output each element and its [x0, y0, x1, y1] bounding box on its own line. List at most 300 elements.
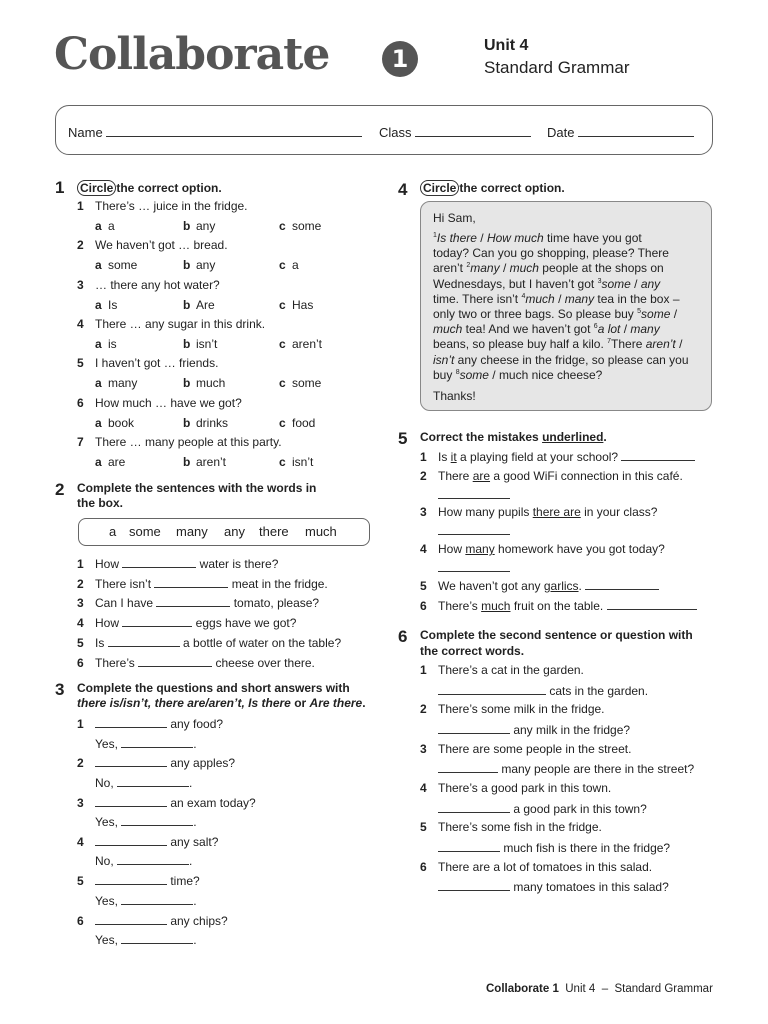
question-text: any salt? [167, 834, 219, 849]
item-number: 3 [420, 741, 427, 756]
transform-item [420, 702, 605, 716]
option-choice[interactable]: How much [486, 231, 544, 245]
option-choice[interactable]: many [630, 322, 660, 337]
answer-option[interactable] [183, 337, 217, 351]
class-label: Class [379, 125, 412, 140]
short-answer [95, 893, 197, 908]
correction-item [420, 598, 697, 613]
sentence-end: meat in the fridge. [228, 576, 328, 591]
note-line [433, 322, 660, 336]
sentence-end: eggs have we got? [192, 616, 297, 631]
note-text: beans, so please buy half a kilo. [433, 337, 608, 352]
note-line [433, 246, 669, 260]
item-number: 3 [77, 277, 84, 292]
question-item [77, 913, 228, 928]
question-item [77, 317, 265, 331]
answer-option[interactable] [95, 416, 134, 430]
item-number: 2 [77, 576, 84, 591]
gap-number: 4 [521, 292, 526, 300]
option-choice[interactable]: Is there [436, 231, 477, 245]
option-letter: c [279, 376, 286, 391]
answer-end: . [193, 736, 197, 751]
item-number: 6 [77, 395, 84, 410]
section-6-instruction-line2: the correct words. [420, 644, 525, 658]
answer-blank[interactable] [438, 722, 510, 734]
note-text: tea! And we haven’t got [462, 322, 594, 337]
option-text: aren’t [196, 454, 227, 469]
student-info-box [55, 105, 713, 155]
section-5-instruction: Correct the mistakes underlined. [420, 430, 607, 444]
note-text: / much nice cheese? [488, 367, 603, 382]
option-text: isn’t [292, 454, 314, 469]
gap-number: 6 [593, 323, 598, 331]
answer-option[interactable] [279, 455, 313, 469]
option-choice[interactable]: much [509, 261, 539, 276]
question-item [77, 716, 223, 731]
answer-blank[interactable] [95, 834, 167, 846]
option-letter: c [279, 297, 286, 312]
question-text: There … many people at this party. [95, 434, 282, 449]
date-field[interactable] [547, 124, 694, 140]
answer-blank[interactable] [438, 683, 546, 695]
note-text: / [670, 307, 678, 321]
note-line [433, 261, 664, 275]
option-choice[interactable]: a lot [597, 322, 621, 337]
option-text: some [108, 258, 138, 273]
item-number: 1 [420, 450, 427, 464]
date-label: Date [547, 125, 575, 140]
question-text: … there any hot water? [95, 277, 220, 292]
answer-blank[interactable] [138, 655, 212, 667]
transform-item [420, 820, 602, 834]
rewrite-line [438, 683, 648, 698]
option-text: a [108, 219, 115, 233]
answer-end: . [193, 933, 197, 947]
sentence-start: Can I have [95, 596, 157, 611]
item-number: 6 [420, 859, 427, 874]
note-text: buy [433, 367, 456, 382]
option-choice[interactable]: any [640, 276, 661, 291]
option-choice[interactable]: aren’t [645, 337, 676, 352]
word-box-item: a [109, 524, 117, 539]
note-text: Wednesdays, but I haven’t got [433, 276, 598, 291]
transform-item [420, 860, 652, 874]
answer-end: . [193, 893, 197, 908]
sentence-end: a bottle of water on the table? [179, 635, 342, 650]
answer-start: Yes, [95, 893, 122, 908]
sentence-item [77, 576, 328, 591]
name-label: Name [68, 125, 103, 140]
answer-start: No, [95, 775, 118, 790]
rewrite-line [438, 879, 669, 894]
rewrite-text: many tomatoes in this salad? [510, 880, 669, 895]
option-letter: b [183, 415, 191, 430]
sentence-start: How [95, 616, 123, 631]
answer-blank[interactable] [438, 801, 510, 813]
underlined-mistake: garlics [543, 579, 579, 593]
question-item [77, 278, 220, 292]
item-number: 4 [77, 834, 84, 849]
answer-blank[interactable] [95, 873, 167, 885]
collaborate-logo: Collaborate [54, 29, 330, 80]
correction-item [420, 542, 665, 556]
section-6-instruction-line1: Complete the second sentence or question with [420, 628, 693, 642]
answer-blank[interactable] [95, 716, 167, 728]
note-to-sam [420, 201, 712, 411]
item-number: 1 [420, 663, 427, 677]
option-letter: c [279, 454, 286, 469]
item-number: 3 [77, 795, 84, 810]
short-answer [95, 853, 192, 868]
question-item [77, 238, 228, 252]
note-text: tea in the box – [594, 291, 680, 306]
answer-blank[interactable] [95, 913, 167, 925]
correction-line [438, 523, 510, 538]
question-text: time? [167, 874, 200, 889]
option-text: Has [292, 297, 314, 312]
question-item [77, 795, 256, 810]
section-3-instruction-line2: there is/isn’t, there are/aren’t, Is there or Are there. [77, 696, 366, 710]
correction-line [438, 560, 510, 575]
sentence-start: We haven’t got any [438, 579, 544, 593]
item-number: 3 [420, 505, 427, 519]
option-letter: b [183, 376, 191, 391]
word-box-item: many [176, 524, 208, 539]
answer-blank[interactable] [438, 560, 510, 572]
correction-item [420, 449, 695, 464]
answer-blank[interactable] [585, 578, 659, 590]
question-text: How much … have we got? [95, 395, 242, 410]
sentence-start: There’s [438, 599, 482, 613]
answer-option[interactable] [279, 258, 299, 272]
underlined-mistake: many [465, 542, 495, 556]
answer-blank[interactable] [156, 595, 230, 607]
underlined-mistake: there are [532, 505, 581, 519]
gap-number: 3 [597, 277, 602, 285]
correction-line [438, 487, 510, 502]
item-number: 7 [77, 434, 84, 449]
option-text: book [108, 415, 135, 430]
option-choice[interactable]: some [459, 367, 489, 382]
option-letter: b [183, 258, 191, 273]
option-text: some [292, 219, 322, 233]
answer-blank[interactable] [108, 635, 180, 647]
answer-blank[interactable] [117, 775, 189, 787]
page-footer: Collaborate 1 Unit 4 – Standard Grammar [486, 983, 713, 995]
item-number: 1 [77, 557, 84, 571]
section-1-number: 1 [55, 178, 65, 197]
rewrite-text: cats in the garden. [546, 683, 649, 698]
sentence-start: How many pupils [438, 505, 533, 519]
section-2-number: 2 [55, 480, 65, 499]
answer-option[interactable] [95, 337, 117, 351]
sentence-item [77, 615, 296, 630]
note-text: / [476, 231, 487, 245]
answer-blank[interactable] [438, 761, 498, 773]
question-text: There’s … juice in the fridge. [95, 199, 248, 213]
original-sentence: There’s some fish in the fridge. [438, 820, 602, 835]
option-text: are [108, 454, 126, 469]
original-sentence: There’s a good park in this town. [438, 780, 612, 795]
circle-word: Circle [77, 180, 116, 196]
gap-number: 1 [433, 232, 437, 239]
item-number: 5 [420, 579, 427, 593]
option-choice[interactable]: some [641, 307, 671, 321]
answer-option[interactable] [183, 219, 215, 233]
word-box-item: there [259, 524, 289, 539]
note-text: / [675, 337, 683, 352]
answer-blank[interactable] [95, 755, 167, 767]
sentence-item [77, 556, 278, 571]
option-letter: a [95, 415, 102, 430]
answer-blank[interactable] [121, 736, 193, 748]
item-number: 6 [77, 655, 84, 670]
answer-start: No, [95, 854, 118, 869]
sentence-start: There isn’t [95, 576, 155, 591]
answer-blank[interactable] [621, 449, 695, 461]
note-text: today? Can you go shopping, please? There [433, 246, 669, 261]
gap-number: 7 [607, 338, 612, 346]
option-choice[interactable]: much [525, 291, 555, 306]
rewrite-text: many people are there in the street? [498, 762, 695, 777]
option-choice[interactable]: some [601, 276, 631, 291]
answer-option[interactable] [183, 416, 228, 430]
item-number: 5 [77, 635, 84, 650]
answer-blank[interactable] [121, 893, 193, 905]
sentence-end: a good WiFi connection in this café. [490, 469, 683, 483]
sentence-end: tomato, please? [230, 596, 320, 611]
sentence-end: . [578, 579, 586, 593]
section-4-number: 4 [398, 180, 408, 199]
original-sentence: There’s a cat in the garden. [438, 663, 584, 677]
note-text: time have you got [543, 231, 642, 245]
question-text: There … any sugar in this drink. [95, 316, 266, 331]
answer-option[interactable] [183, 376, 225, 390]
item-number: 5 [420, 820, 427, 835]
level-badge: 1 [382, 41, 418, 77]
option-choice[interactable]: much [433, 322, 463, 337]
rewrite-text: a good park in this town? [510, 801, 647, 816]
answer-option[interactable] [279, 219, 321, 233]
answer-blank[interactable] [154, 576, 228, 588]
answer-option[interactable] [95, 258, 137, 272]
option-letter: a [95, 219, 102, 233]
note-text: / [554, 291, 565, 306]
answer-blank[interactable] [607, 598, 697, 610]
name-field[interactable] [68, 124, 362, 140]
item-number: 6 [77, 913, 84, 928]
option-choice[interactable]: many [470, 261, 500, 276]
note-signoff: Thanks! [433, 389, 476, 403]
question-item [77, 435, 282, 449]
answer-blank[interactable] [122, 556, 196, 568]
note-line [433, 337, 682, 351]
note-text: / [620, 322, 631, 337]
option-choice[interactable]: many [564, 291, 595, 306]
transform-item [420, 663, 584, 677]
item-number: 3 [77, 596, 84, 611]
option-text: is [108, 336, 117, 351]
answer-blank[interactable] [121, 932, 193, 944]
rewrite-text: any milk in the fridge? [510, 722, 631, 737]
option-text: aren’t [292, 336, 323, 351]
section-1-instruction: Circle the correct option. [77, 180, 222, 196]
circle-word: Circle [420, 180, 459, 196]
answer-blank[interactable] [121, 814, 193, 826]
sentence-start: There [438, 469, 473, 483]
option-letter: a [95, 454, 102, 469]
class-field[interactable] [379, 124, 531, 140]
sentence-end: cheese over there. [212, 655, 315, 670]
option-letter: b [183, 454, 191, 469]
underlined-mistake: much [481, 599, 511, 613]
item-number: 1 [77, 199, 84, 213]
rewrite-line [438, 722, 630, 737]
section-6-number: 6 [398, 627, 408, 646]
underlined-mistake: it [450, 450, 457, 464]
option-letter: c [279, 258, 286, 273]
answer-option[interactable] [279, 298, 313, 312]
section-3-number: 3 [55, 680, 65, 699]
option-text: a [292, 258, 299, 273]
option-letter: c [279, 336, 286, 351]
transform-item [420, 781, 611, 795]
answer-option[interactable] [183, 298, 215, 312]
short-answer [95, 932, 197, 947]
section-5-number: 5 [398, 429, 408, 448]
sentence-start: There’s [95, 655, 139, 670]
answer-blank[interactable] [438, 487, 510, 499]
transform-item [420, 742, 631, 756]
option-text: some [292, 376, 322, 391]
underlined-mistake: are [472, 469, 491, 483]
answer-blank[interactable] [95, 795, 167, 807]
note-text: any cheese in the fridge, so please can you [454, 352, 689, 367]
answer-option[interactable] [279, 376, 321, 390]
option-text: Are [196, 297, 215, 312]
option-text: many [108, 376, 138, 391]
note-line [433, 292, 680, 306]
section-2-instruction-line1: Complete the sentences with the words in [77, 481, 317, 495]
note-text: time. There isn’t [433, 291, 522, 306]
note-line [433, 307, 677, 321]
short-answer [95, 736, 197, 751]
answer-option[interactable] [95, 376, 137, 390]
answer-option[interactable] [183, 455, 226, 469]
item-number: 4 [420, 542, 427, 556]
rewrite-line [438, 761, 694, 776]
section-4-instruction: Circle the correct option. [420, 180, 565, 196]
question-text: We haven’t got … bread. [95, 238, 228, 253]
sentence-end: homework have you got today? [494, 542, 665, 556]
original-sentence: There are a lot of tomatoes in this salad. [438, 859, 653, 874]
option-letter: a [95, 297, 102, 312]
gap-number: 8 [455, 368, 460, 376]
sentence-end: fruit on the table. [510, 599, 607, 613]
word-box-item: some [129, 524, 161, 539]
answer-end: . [193, 815, 197, 830]
sentence-start: Is [438, 450, 451, 464]
answer-option[interactable] [279, 416, 315, 430]
note-text: aren’t [433, 261, 467, 276]
note-text: only two or three bags. So please buy [433, 307, 638, 321]
correction-item [420, 505, 657, 519]
option-text: isn’t [196, 336, 218, 351]
worksheet-subtitle: Standard Grammar [484, 58, 630, 77]
option-letter: c [279, 219, 286, 233]
question-item [77, 396, 242, 410]
option-text: Is [108, 297, 118, 312]
sentence-end: a playing field at your school? [456, 450, 622, 464]
answer-option[interactable] [95, 298, 117, 312]
gap-number: 2 [466, 262, 471, 270]
answer-blank[interactable] [438, 840, 500, 852]
question-text: any apples? [167, 756, 236, 771]
word-box-item: much [305, 524, 337, 539]
option-text: drinks [196, 415, 229, 430]
answer-option[interactable] [95, 219, 115, 233]
item-number: 2 [420, 702, 427, 717]
question-item [77, 834, 218, 849]
note-text: There [611, 337, 646, 352]
item-number: 2 [420, 469, 427, 483]
word-box [78, 518, 370, 546]
option-letter: b [183, 219, 191, 233]
item-number: 5 [77, 356, 84, 371]
question-text: an exam today? [167, 795, 256, 810]
option-letter: a [95, 376, 102, 391]
answer-blank[interactable] [117, 853, 189, 865]
answer-blank[interactable] [438, 523, 510, 535]
item-number: 4 [77, 616, 84, 631]
short-answer [95, 775, 192, 790]
option-letter: a [95, 336, 102, 351]
answer-end: . [189, 854, 193, 869]
answer-option[interactable] [183, 258, 215, 272]
correction-item [420, 578, 659, 593]
sentence-item [77, 635, 341, 650]
note-line [433, 353, 689, 367]
answer-blank[interactable] [122, 615, 192, 627]
option-choice[interactable]: isn’t [433, 352, 455, 367]
sentence-item [77, 655, 315, 670]
item-number: 2 [77, 756, 84, 771]
option-letter: c [279, 415, 286, 430]
answer-start: Yes, [95, 815, 122, 830]
question-item [77, 199, 248, 213]
item-number: 4 [420, 780, 427, 795]
item-number: 1 [77, 717, 84, 731]
sentence-end: in your class? [580, 505, 658, 519]
item-number: 6 [420, 599, 427, 613]
answer-end: . [189, 775, 193, 790]
gap-number: 5 [637, 308, 642, 315]
answer-option[interactable] [279, 337, 322, 351]
section-3-instruction-line1: Complete the questions and short answers with [77, 681, 350, 695]
original-sentence: There’s some milk in the fridge. [438, 702, 605, 717]
question-item [77, 755, 235, 770]
answer-blank[interactable] [438, 879, 510, 891]
answer-option[interactable] [95, 455, 125, 469]
short-answer [95, 814, 197, 829]
option-text: any [196, 258, 216, 273]
question-item [77, 356, 218, 370]
question-text: any food? [167, 717, 224, 731]
sentence-end: water is there? [196, 557, 279, 571]
word-box-item: any [224, 524, 245, 539]
sentence-start: Is [95, 635, 108, 650]
section-2-instruction-line2: the box. [77, 496, 124, 510]
